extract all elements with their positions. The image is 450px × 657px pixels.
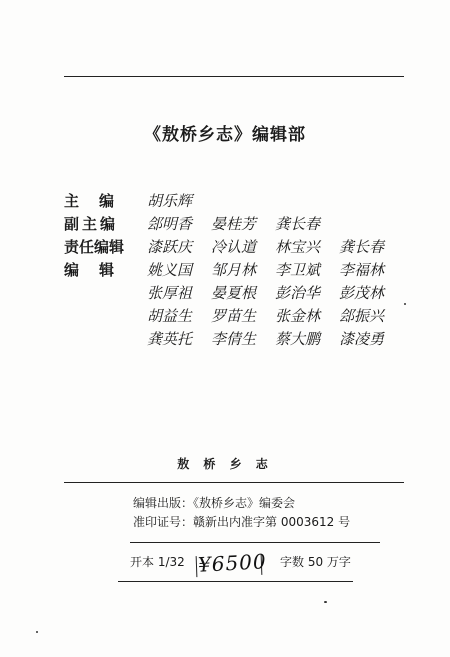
bottom-rule [118,581,353,582]
staff-row [64,190,404,213]
staff-name: 郐明香 [147,215,193,233]
staff-role: 主编 [64,192,135,210]
staff-names [147,328,403,351]
staff-row [64,213,404,236]
book-title: 敖 桥 乡 志 [177,457,273,471]
price-stamp: ¥6500 [197,549,268,577]
format-label: 开本 1/32 [130,555,185,569]
staff-name: 冷认道 [211,238,257,256]
staff-name: 蔡大鹏 [275,330,321,348]
paper-speck [404,303,406,305]
staff-name: 彭治华 [275,284,321,302]
staff-names [147,190,211,213]
staff-row [64,305,404,328]
staff-name: 漆跃庆 [147,238,193,256]
word-count-label: 字数 50 万字 [280,555,351,569]
staff-names [147,282,403,305]
staff-name: 罗苗生 [211,307,257,325]
info-rule [130,542,380,543]
staff-name: 张厚祖 [147,284,193,302]
staff-names [147,213,339,236]
staff-names [147,236,403,259]
staff-name: 胡乐辉 [147,192,193,210]
paper-speck [36,631,38,633]
staff-name: 彭茂林 [339,284,385,302]
editorial-board-title: 《敖桥乡志》编辑部 [144,125,306,145]
staff-name: 李福林 [339,261,385,279]
staff-name: 李卫斌 [275,261,321,279]
staff-name: 郐振兴 [339,307,385,325]
staff-row [64,328,404,351]
staff-name: 李倩生 [211,330,257,348]
staff-name: 胡益生 [147,307,193,325]
staff-name: 晏桂芳 [211,215,257,233]
staff-name: 邹月林 [211,261,257,279]
middle-rule [64,482,404,483]
staff-name: 龚英托 [147,330,193,348]
staff-name: 漆凌勇 [339,330,385,348]
staff-row [64,282,404,305]
staff-name: 张金林 [275,307,321,325]
staff-name: 林宝兴 [275,238,321,256]
staff-role: 编辑 [64,261,135,279]
paper-speck [324,601,327,603]
permit-number-line: 准印证号：赣新出内准字第 0003612 号 [133,515,351,529]
staff-names [147,259,403,282]
staff-role: 副主编 [64,215,119,233]
top-rule [64,76,404,77]
staff-row [64,259,404,282]
staff-name: 姚义国 [147,261,193,279]
staff-row [64,236,404,259]
staff-name: 龚长春 [339,238,385,256]
staff-list [64,190,404,351]
staff-name: 晏夏根 [211,284,257,302]
staff-name: 龚长春 [275,215,321,233]
publisher-line: 编辑出版：《敖桥乡志》编委会 [133,496,296,510]
staff-names [147,305,403,328]
staff-role: 责任编辑 [64,238,125,256]
